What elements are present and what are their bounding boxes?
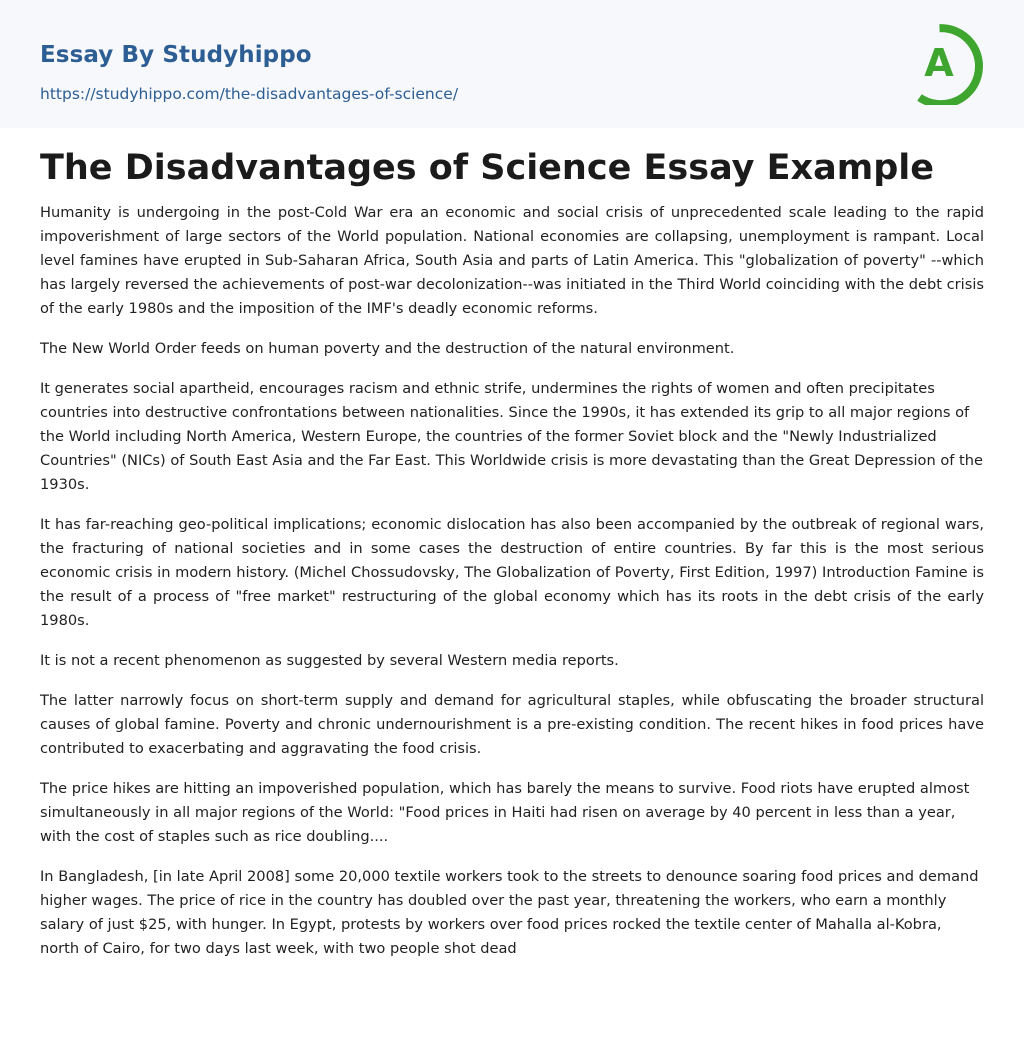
essay-body bbox=[40, 201, 984, 977]
site-title[interactable]: Essay By Studyhippo bbox=[40, 42, 312, 68]
essay-paragraph: The latter narrowly focus on short-term supply and demand for agricultural staples, while obfuscating the broader structural causes of global famine. Poverty and chronic undernourishment is a pre-existing condition. The recent hikes in food prices have contributed to exacerbating and aggravating the food crisis. bbox=[40, 692, 984, 757]
page-url-link[interactable]: https://studyhippo.com/the-disadvantages-of-science/ bbox=[40, 85, 459, 103]
essay-paragraph: The price hikes are hitting an impoverished population, which has barely the means to survive. Food riots have erupted almost simultaneously in all major regions of the World: "Food prices in Haiti had risen on average by 40 percent in less than a year, with the cost of staples such as rice doubling.... bbox=[40, 780, 970, 845]
essay-paragraph: The New World Order feeds on human poverty and the destruction of the natural environment. bbox=[40, 340, 735, 357]
essay-paragraph: In Bangladesh, [in late April 2008] some 20,000 textile workers took to the streets to denounce soaring food prices and demand higher wages. The price of rice in the country has doubled over the past year, threatening the workers, who earn a monthly salary of just $25, with hunger. In Egypt, protests by workers over food prices rocked the textile center of Mahalla al-Kobra, north of Cairo, for two days last week, with two people shot dead bbox=[40, 868, 979, 957]
essay-paragraph: It has far-reaching geo-political implications; economic dislocation has also been accompanied by the outbreak of regional wars, the fracturing of national societies and in some cases the destruction of entire countries. By far this is the most serious economic crisis in modern history. (Michel Chossudovsky, The Globalization of Poverty, First Edition, 1997) Introduction Famine is the result of a process of "free market" restructuring of the global economy which has its roots in the debt crisis of the early 1980s. bbox=[40, 516, 984, 629]
essay-paragraph: It generates social apartheid, encourages racism and ethnic strife, undermines the rights of women and often precipitates countries into destructive confrontations between nationalities. Since the 1990s, it has extended its grip to all major regions of the World including North America, Western Europe, the countries of the former Soviet block and the "Newly Industrialized Countries" (NICs) of South East Asia and the Far East. This Worldwide crisis is more devastating than the Great Depression of the 1930s. bbox=[40, 380, 983, 493]
page-title: The Disadvantages of Science Essay Example bbox=[40, 148, 934, 188]
logo-letter: A bbox=[924, 41, 954, 85]
essay-paragraph: It is not a recent phenomenon as suggested by several Western media reports. bbox=[40, 652, 619, 669]
essay-paragraph: Humanity is undergoing in the post-Cold War era an economic and social crisis of unprecedented scale leading to the rapid impoverishment of large sectors of the World population. National economies are collapsing, unemployment is rampant. Local level famines have erupted in Sub-Saharan Africa, South Asia and parts of Latin America. This "globalization of poverty" --which has largely reversed the achievements of post-war decolonization--was initiated in the Third World coinciding with the debt crisis of the early 1980s and the imposition of the IMF's deadly economic reforms. bbox=[40, 204, 984, 317]
